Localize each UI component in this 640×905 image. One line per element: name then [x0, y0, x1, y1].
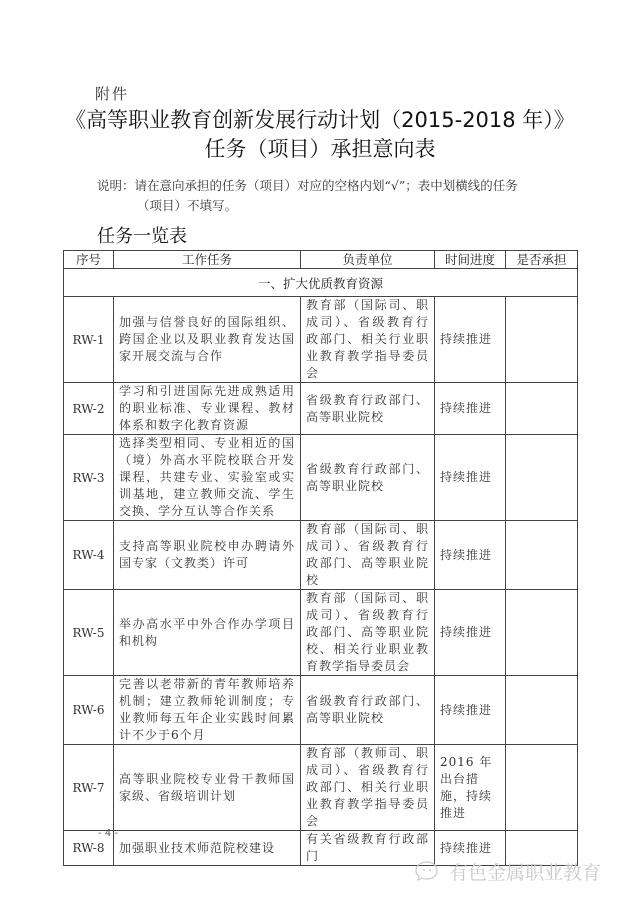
responsible-unit: 教育部（国际司、职成司）、省级教育行政部门、高等职业院校 — [301, 521, 435, 590]
task-description: 支持高等职业院校申办聘请外国专家（文教类）许可 — [114, 521, 301, 590]
column-header-undertake: 是否承担 — [506, 251, 578, 269]
table-row — [64, 435, 578, 521]
time-schedule: 持续推进 — [435, 831, 506, 866]
task-id: RW-6 — [64, 676, 114, 745]
table-row — [64, 676, 578, 745]
undertake-cell[interactable] — [506, 676, 578, 745]
task-id: RW-3 — [64, 435, 114, 521]
undertake-cell[interactable] — [506, 297, 578, 383]
table-row — [64, 745, 578, 831]
task-id: RW-7 — [64, 745, 114, 831]
table-row — [64, 383, 578, 435]
responsible-unit: 教育部（教师司、职成司）、省级教育行政部门、相关行业职业教育教学指导委员会 — [301, 745, 435, 831]
time-schedule: 持续推进 — [435, 435, 506, 521]
table-row — [64, 590, 578, 676]
task-id: RW-2 — [64, 383, 114, 435]
document-subtitle: 任务（项目）承担意向表 — [204, 137, 436, 161]
responsible-unit: 教育部（国际司、职成司）、省级教育行政部门、相关行业职业教育教学指导委员会 — [301, 297, 435, 383]
instruction-line-1: 说明：请在意向承担的任务（项目）对应的空格内划“√”；表中划横线的任务 — [97, 178, 518, 193]
undertake-cell[interactable] — [506, 590, 578, 676]
watermark-text: 有色金属职业教育 — [449, 861, 602, 884]
task-description: 完善以老带新的青年教师培养机制；建立教师轮训制度；专业教师每五年企业实践时间累计不少于6个月 — [114, 676, 301, 745]
column-header-time: 时间进度 — [435, 251, 506, 269]
task-description: 加强职业技术师范院校建设 — [114, 831, 301, 866]
table-row — [64, 521, 578, 590]
time-schedule: 持续推进 — [435, 521, 506, 590]
table-header-row — [64, 251, 578, 269]
task-description: 学习和引进国际先进成熟适用的职业标准、专业课程、教材体系和数字化教育资源 — [114, 383, 301, 435]
document-title: 《高等职业教育创新发展行动计划（2015-2018 年）》 — [65, 108, 575, 132]
undertake-cell[interactable] — [506, 745, 578, 831]
instruction-line-2: （项目）不填写。 — [137, 198, 238, 213]
undertake-cell[interactable] — [506, 435, 578, 521]
column-header-id: 序号 — [64, 251, 114, 269]
column-header-task: 工作任务 — [114, 251, 301, 269]
column-header-unit: 负责单位 — [301, 251, 435, 269]
page-number: - 4 - — [98, 828, 118, 839]
undertake-cell[interactable] — [506, 521, 578, 590]
task-id: RW-4 — [64, 521, 114, 590]
task-id: RW-1 — [64, 297, 114, 383]
task-id: RW-8 — [64, 831, 114, 866]
wechat-icon — [413, 859, 443, 883]
section-title: 一、扩大优质教育资源 — [64, 269, 578, 297]
responsible-unit: 有关省级教育行政部门 — [301, 831, 435, 866]
task-description: 举办高水平中外合作办学项目和机构 — [114, 590, 301, 676]
responsible-unit: 省级教育行政部门、高等职业院校 — [301, 676, 435, 745]
section-row — [64, 269, 578, 297]
task-table — [63, 250, 578, 866]
watermark — [413, 858, 601, 884]
time-schedule: 持续推进 — [435, 383, 506, 435]
responsible-unit: 省级教育行政部门、高等职业院校 — [301, 383, 435, 435]
task-description: 高等职业院校专业骨干教师国家级、省级培训计划 — [114, 745, 301, 831]
time-schedule: 持续推进 — [435, 297, 506, 383]
responsible-unit: 省级教育行政部门、高等职业院校 — [301, 435, 435, 521]
instruction-note — [97, 176, 567, 216]
undertake-cell[interactable] — [506, 383, 578, 435]
attachment-label: 附件 — [95, 85, 130, 103]
time-schedule: 2016 年出台措施，持续推进 — [435, 745, 506, 831]
task-id: RW-5 — [64, 590, 114, 676]
task-description: 选择类型相同、专业相近的国（境）外高水平院校联合开发课程，共建专业、实验室或实训基地，建立教师交流、学生交换、学分互认等合作关系 — [114, 435, 301, 521]
table-row — [64, 297, 578, 383]
time-schedule: 持续推进 — [435, 590, 506, 676]
time-schedule: 持续推进 — [435, 676, 506, 745]
task-description: 加强与信誉良好的国际组织、跨国企业以及职业教育发达国家开展交流与合作 — [114, 297, 301, 383]
responsible-unit: 教育部（国际司、职成司）、省级教育行政部门、高等职业院校、相关行业职业教育教学指导委员会 — [301, 590, 435, 676]
task-list-title: 任务一览表 — [97, 226, 187, 247]
